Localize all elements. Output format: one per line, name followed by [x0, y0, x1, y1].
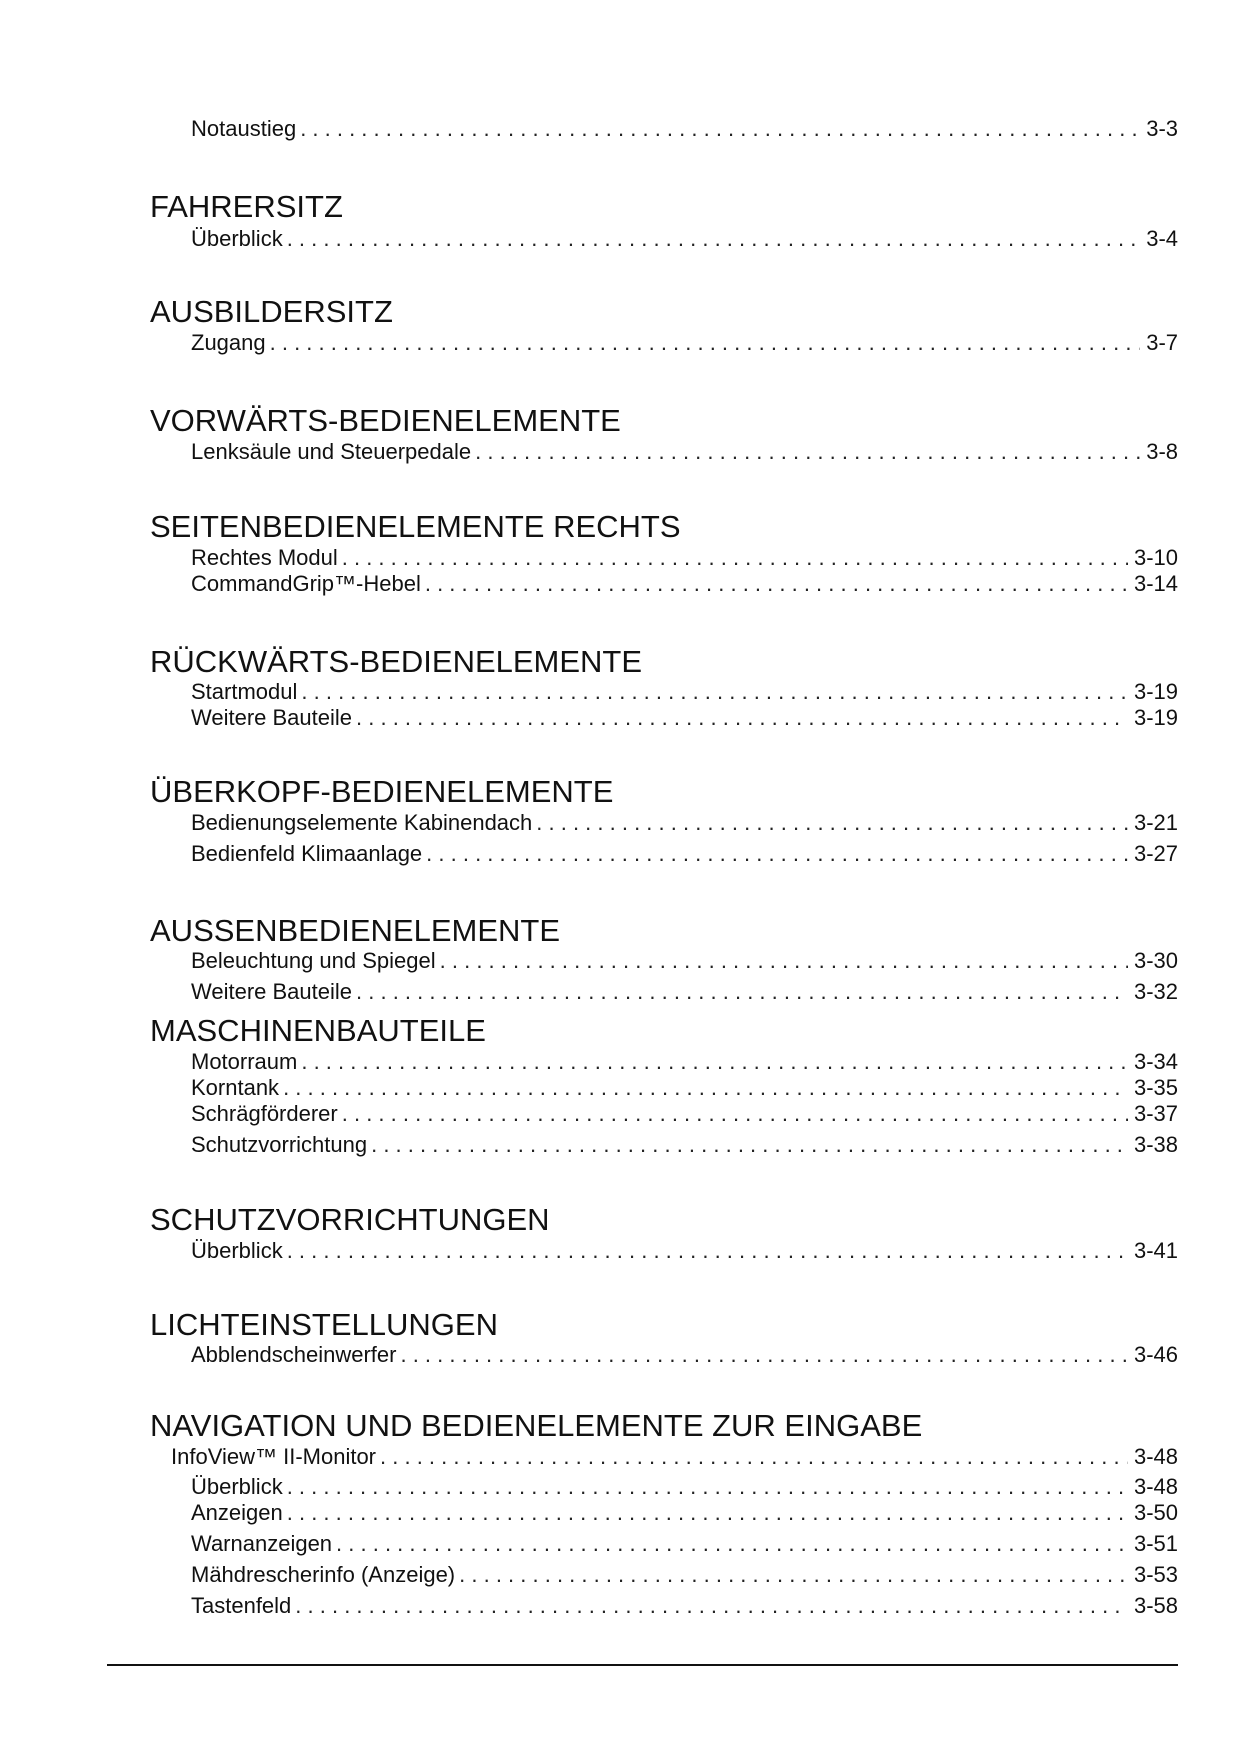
- section-heading: FAHRERSITZ: [150, 189, 343, 224]
- toc-entry[interactable]: [191, 1593, 1178, 1619]
- entry-title: Schrägförderer: [191, 1101, 338, 1126]
- dot-leader: [356, 705, 1128, 731]
- entry-page-number: 3-38: [1133, 1132, 1178, 1157]
- toc-entry[interactable]: [191, 810, 1178, 836]
- entry-title: Startmodul: [191, 679, 298, 704]
- entry-title: Mähdrescherinfo (Anzeige): [191, 1562, 456, 1587]
- entry-page-number: 3-50: [1133, 1500, 1178, 1525]
- toc-entry[interactable]: [191, 841, 1178, 867]
- section-heading: RÜCKWÄRTS-BEDIENELEMENTE: [150, 644, 643, 679]
- toc-entry[interactable]: [191, 1342, 1178, 1368]
- entry-title: Beleuchtung und Spiegel: [191, 948, 436, 973]
- entry-title: Weitere Bauteile: [191, 979, 353, 1004]
- section-heading: SCHUTZVORRICHTUNGEN: [150, 1202, 550, 1237]
- entry-title: Lenksäule und Steuerpedale: [191, 439, 472, 464]
- dot-leader: [536, 810, 1128, 836]
- entry-page-number: 3-53: [1133, 1562, 1178, 1587]
- dot-leader: [301, 679, 1128, 705]
- section-heading: SEITENBEDIENELEMENTE RECHTS: [150, 509, 681, 544]
- entry-page-number: 3-32: [1133, 979, 1178, 1004]
- entry-title: Motorraum: [191, 1049, 298, 1074]
- entry-title: Bedienfeld Klimaanlage: [191, 841, 423, 866]
- entry-title: Anzeigen: [191, 1500, 283, 1525]
- dot-leader: [425, 571, 1128, 597]
- toc-entry[interactable]: [191, 330, 1178, 356]
- toc-entry[interactable]: [191, 979, 1178, 1005]
- entry-title: Tastenfeld: [191, 1593, 292, 1618]
- entry-page-number: 3-19: [1133, 679, 1178, 704]
- footer-rule: [107, 1664, 1178, 1666]
- toc-entry[interactable]: [191, 545, 1178, 571]
- dot-leader: [356, 979, 1128, 1005]
- dot-leader: [300, 116, 1140, 142]
- entry-page-number: 3-37: [1133, 1101, 1178, 1126]
- toc-entry[interactable]: [191, 439, 1178, 465]
- entry-page-number: 3-30: [1133, 948, 1178, 973]
- toc-entry[interactable]: [191, 571, 1178, 597]
- section-heading: AUSBILDERSITZ: [150, 294, 393, 329]
- dot-leader: [287, 226, 1141, 252]
- dot-leader: [301, 1049, 1128, 1075]
- entry-page-number: 3-19: [1133, 705, 1178, 730]
- toc-entry[interactable]: [191, 705, 1178, 731]
- toc-entry[interactable]: [191, 1049, 1178, 1075]
- entry-page-number: 3-3: [1146, 116, 1178, 141]
- dot-leader: [342, 545, 1128, 571]
- entry-title: Rechtes Modul: [191, 545, 338, 570]
- dot-leader: [342, 1101, 1128, 1127]
- dot-leader: [440, 948, 1128, 974]
- entry-title: Weitere Bauteile: [191, 705, 353, 730]
- entry-page-number: 3-7: [1146, 330, 1178, 355]
- entry-title: Überblick: [191, 226, 283, 251]
- entry-page-number: 3-58: [1133, 1593, 1178, 1618]
- entry-page-number: 3-41: [1133, 1238, 1178, 1263]
- toc-entry[interactable]: [191, 226, 1178, 252]
- entry-page-number: 3-35: [1133, 1075, 1178, 1100]
- entry-page-number: 3-34: [1133, 1049, 1178, 1074]
- entry-title: Überblick: [191, 1474, 283, 1499]
- entry-page-number: 3-14: [1133, 571, 1178, 596]
- entry-title: Zugang: [191, 330, 266, 355]
- section-heading: MASCHINENBAUTEILE: [150, 1013, 486, 1048]
- toc-entry[interactable]: [191, 948, 1178, 974]
- dot-leader: [270, 330, 1141, 356]
- entry-page-number: 3-21: [1133, 810, 1178, 835]
- entry-page-number: 3-8: [1146, 439, 1178, 464]
- dot-leader: [400, 1342, 1127, 1368]
- toc-entry[interactable]: [191, 679, 1178, 705]
- section-heading: ÜBERKOPF-BEDIENELEMENTE: [150, 774, 614, 809]
- entry-title: Schutzvorrichtung: [191, 1132, 368, 1157]
- toc-entry[interactable]: [191, 116, 1178, 142]
- toc-entry[interactable]: [191, 1101, 1178, 1127]
- entry-page-number: 3-4: [1146, 226, 1178, 251]
- entry-page-number: 3-27: [1133, 841, 1178, 866]
- entry-page-number: 3-48: [1133, 1474, 1178, 1499]
- dot-leader: [475, 439, 1140, 465]
- entry-page-number: 3-48: [1133, 1444, 1178, 1469]
- entry-title: InfoView™ II-Monitor: [171, 1444, 377, 1469]
- toc-entry[interactable]: [171, 1444, 1178, 1470]
- dot-leader: [287, 1474, 1128, 1500]
- section-heading: NAVIGATION UND BEDIENELEMENTE ZUR EINGABE: [150, 1408, 923, 1443]
- entry-title: Korntank: [191, 1075, 280, 1100]
- entry-page-number: 3-51: [1133, 1531, 1178, 1556]
- dot-leader: [295, 1593, 1128, 1619]
- dot-leader: [371, 1132, 1128, 1158]
- section-heading: VORWÄRTS-BEDIENELEMENTE: [150, 403, 621, 438]
- dot-leader: [283, 1075, 1128, 1101]
- toc-entry[interactable]: [191, 1075, 1178, 1101]
- dot-leader: [459, 1562, 1128, 1588]
- toc-entry[interactable]: [191, 1132, 1178, 1158]
- dot-leader: [287, 1238, 1128, 1264]
- toc-entry[interactable]: [191, 1238, 1178, 1264]
- entry-title: Notaustieg: [191, 116, 297, 141]
- toc-entry[interactable]: [191, 1562, 1178, 1588]
- entry-title: CommandGrip™-Hebel: [191, 571, 421, 596]
- dot-leader: [287, 1500, 1128, 1526]
- entry-page-number: 3-10: [1133, 545, 1178, 570]
- section-heading: LICHTEINSTELLUNGEN: [150, 1307, 498, 1342]
- dot-leader: [336, 1531, 1128, 1557]
- dot-leader: [380, 1444, 1128, 1470]
- toc-entry[interactable]: [191, 1474, 1178, 1500]
- entry-page-number: 3-46: [1133, 1342, 1178, 1367]
- entry-title: Warnanzeigen: [191, 1531, 333, 1556]
- entry-title: Bedienungselemente Kabinendach: [191, 810, 533, 835]
- toc-entry[interactable]: [191, 1500, 1178, 1526]
- dot-leader: [426, 841, 1128, 867]
- entry-title: Abblendscheinwerfer: [191, 1342, 397, 1367]
- section-heading: AUSSENBEDIENELEMENTE: [150, 913, 560, 948]
- toc-entry[interactable]: [191, 1531, 1178, 1557]
- entry-title: Überblick: [191, 1238, 283, 1263]
